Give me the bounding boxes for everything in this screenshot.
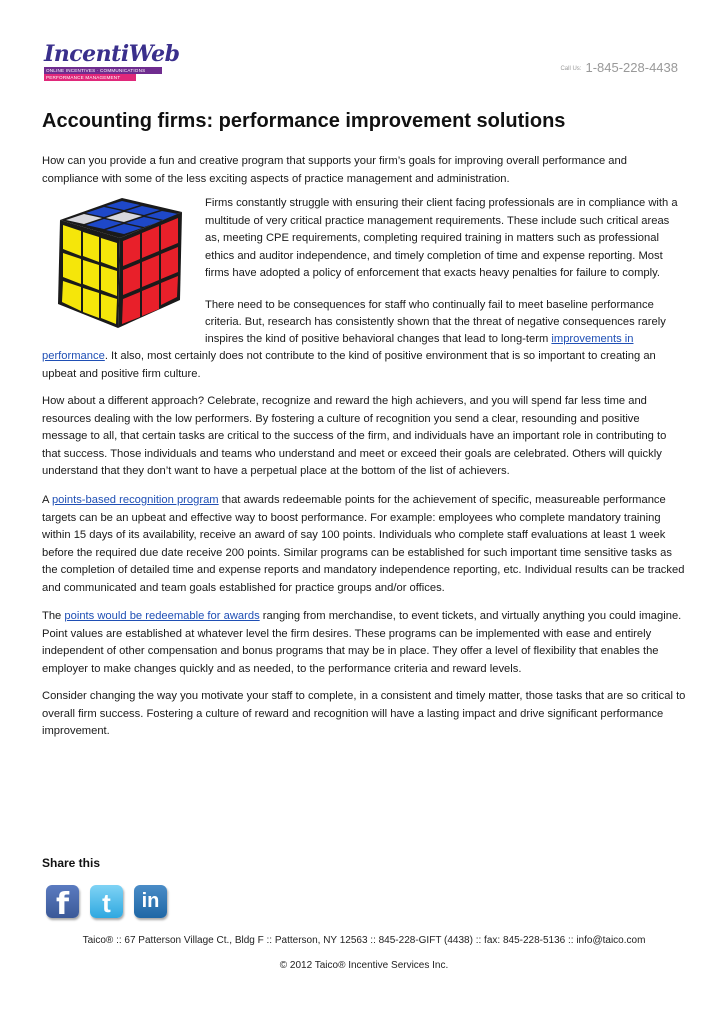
improvements-in-performance-link-cont[interactable]: performance: [42, 350, 105, 362]
points-program-text: that awards redeemable points for the achievement of specific, measureable performance targets can be an upbeat and effective way to boost performance. For example: employees who complete mandatory training within 15 days of its availability, receive an award of say 100 points. Individuals who complete staff evaluations at least 1 week before the required due date receive 200 points. Similar programs can be established for such important time sensitive tasks as the completion of detailed time and expense reports and mandatory independence reporting, etc. Individual results can be tracked and communicated and team goals established for practice groups and/or offices.: [42, 494, 685, 594]
paragraph-points-program: [42, 492, 686, 598]
points-program-prefix: A: [42, 494, 52, 506]
page-title: Accounting firms: performance improvement solutions: [42, 110, 566, 132]
phone-number: 1-845-228-4438: [585, 60, 678, 75]
header-phone: [560, 60, 678, 75]
twitter-share-icon[interactable]: t: [90, 885, 123, 918]
paragraph-consequences-line-2: criteria. But, research has consistently shown that the threat of negative consequences rarely: [205, 316, 666, 328]
intro-paragraph: How can you provide a fun and creative program that supports your firm’s goals for improving overall performance and compliance with some of the less exciting aspects of practice management and administration.: [42, 155, 627, 185]
company-logo[interactable]: [44, 41, 180, 82]
paragraph-consequences-line-1: There need to be consequences for staff who continually fail to meet baseline performance: [205, 299, 654, 311]
logo-tagline-2: PERFORMANCE MANAGEMENT: [44, 74, 136, 81]
logo-tagline-1: ONLINE INCENTIVES · COMMUNICATIONS: [44, 67, 162, 74]
linkedin-share-icon[interactable]: in: [134, 885, 167, 918]
footer-copyright: © 2012 Taico® Incentive Services Inc.: [279, 960, 449, 971]
consequences-continued-text: . It also, most certainly does not contribute to the kind of positive environment that is so important to creating an upbeat and positive firm culture.: [42, 350, 656, 380]
call-us-label: Call Us:: [560, 65, 582, 72]
paragraph-consequences-continued: [42, 348, 686, 383]
redeemable-awards-link[interactable]: points would be redeemable for awards: [64, 610, 260, 622]
paragraph-redeemable-points: [42, 608, 686, 678]
points-based-recognition-link[interactable]: points-based recognition program: [51, 494, 219, 506]
paragraph-consequences-line-3: [205, 331, 687, 349]
paragraph-compliance: Firms constantly struggle with ensuring their client facing professionals are in compliance with a multitude of very critical practice management requirements. These include such critical areas as, meeting CPE requirements, completing required training in matters such as professional ethics and auditor independence, and timely completion of time and expense reporting. Most firms have adopted a policy of enforcement that exacts heavy penalties for failure to comply.: [205, 197, 678, 280]
share-heading: Share this: [42, 856, 101, 870]
redeemable-text: ranging from merchandise, to event tickets, and virtually anything you could imagine. Point values are established at whatever level the firm desires. These programs can be implemented with ease and entirely independent of other compensation and bonus programs that may be in place. They offer a level of flexibility that enables the employer to make changes quickly and as needed, to the performance criteria and reward levels.: [42, 610, 682, 675]
footer-address: Taico® :: 67 Patterson Village Ct., Bldg F :: Patterson, NY 12563 :: 845-228-GIFT (4438) :: fax: 845-228-5136 :: info@taico.com: [82, 935, 646, 946]
facebook-share-icon[interactable]: f: [46, 885, 79, 918]
rubiks-cube-image: [42, 188, 192, 338]
logo-wordmark: IncentiWeb: [44, 41, 180, 67]
improvements-in-performance-link[interactable]: improvements in: [551, 333, 634, 345]
paragraph-conclusion: Consider changing the way you motivate your staff to complete, in a consistent and timely matter, those tasks that are so critical to overall firm success. Fostering a culture of reward and recognition will have a lasting impact and drive significant performance improvement.: [42, 690, 686, 738]
consequences-text: inspires the kind of positive behavioral changes that lead to long-term: [205, 333, 552, 345]
paragraph-different-approach: How about a different approach? Celebrate, recognize and reward the high achievers, and you will spend far less time and resources dealing with the low performers. By fostering a culture of recognition you send a clear, resounding and positive message to all, that certain tasks are critical to the success of the firm, and individuals have an important role in contributing to that success. Those individuals and teams who understand and meet or exceed their goals are celebrated. Others will quickly understand that they don’t want to have a perpetual place at the bottom of the list of achievers.: [42, 395, 667, 478]
redeemable-prefix: The: [42, 610, 65, 622]
